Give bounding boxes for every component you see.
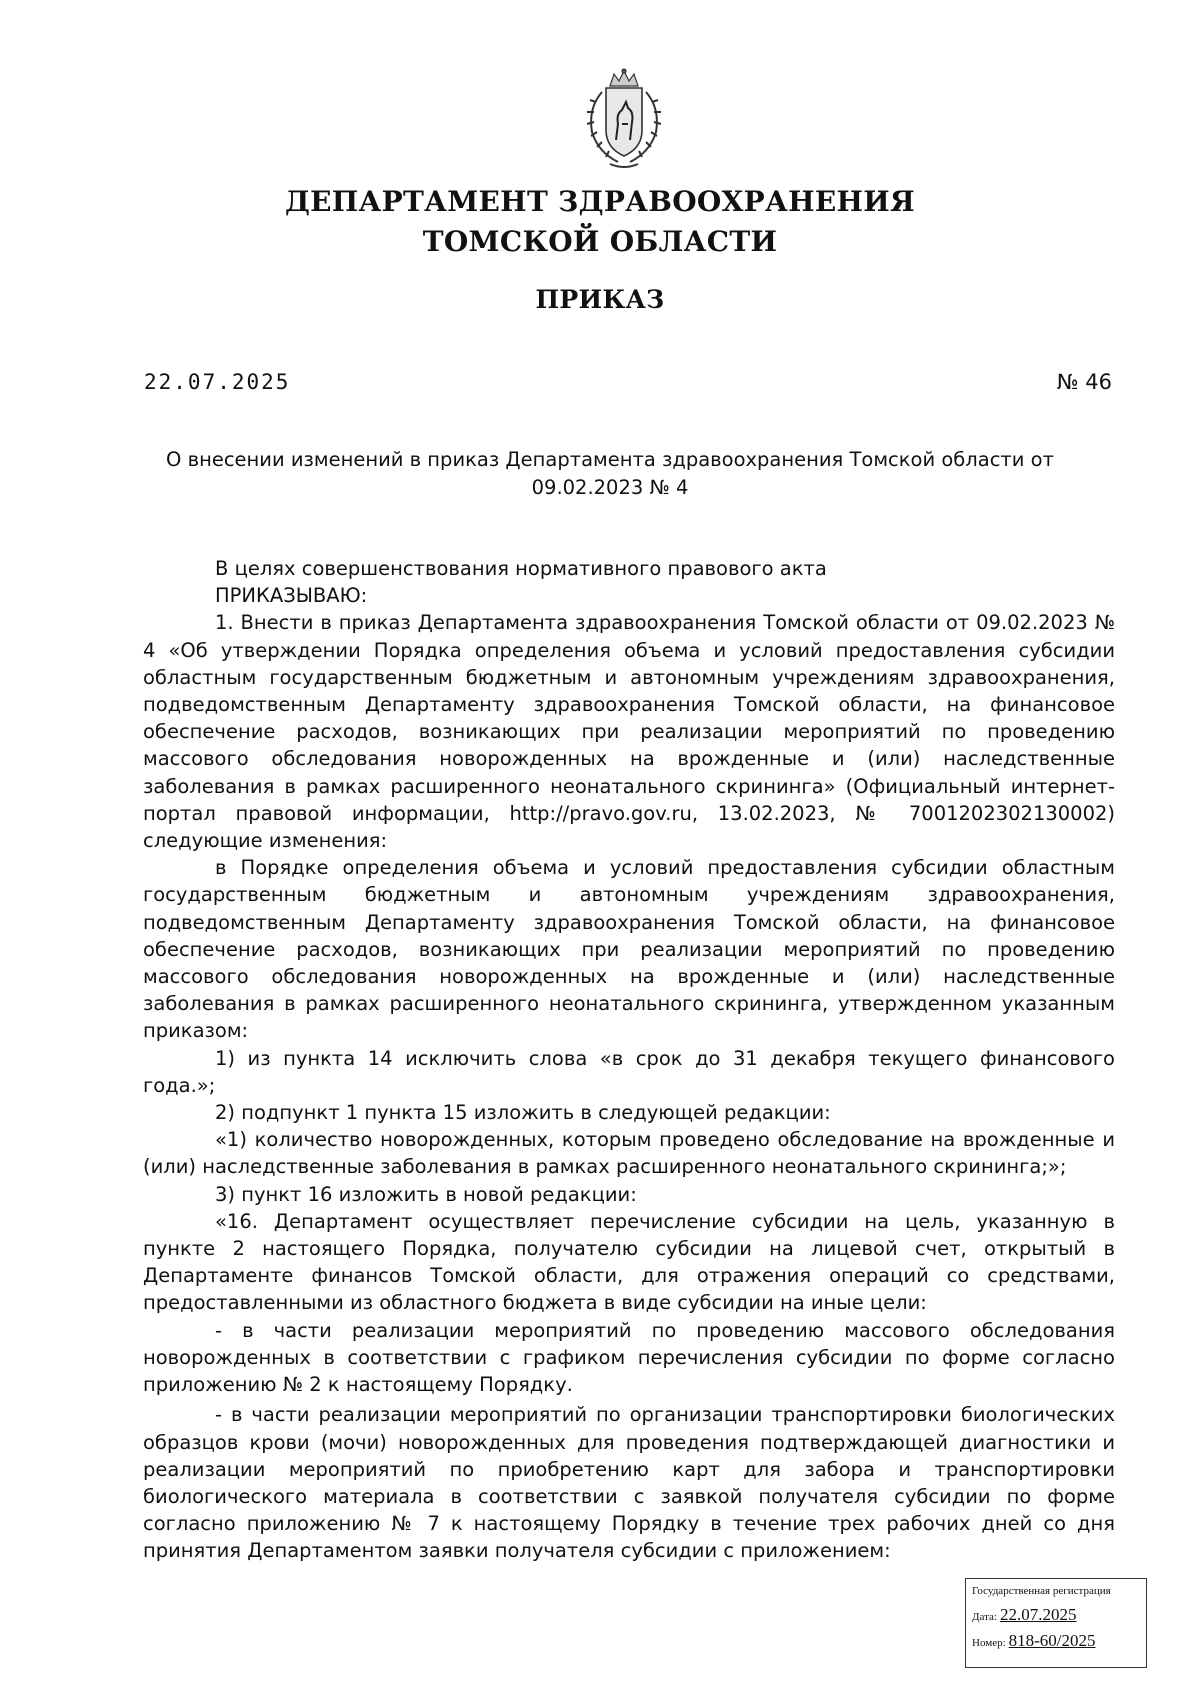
order-date: 22.07.2025 xyxy=(144,370,291,394)
document-type: ПРИКАЗ xyxy=(535,285,665,314)
department-title-line1: ДЕПАРТАМЕНТ ЗДРАВООХРАНЕНИЯ xyxy=(284,185,916,218)
stamp-date-value: 22.07.2025 xyxy=(999,1605,1077,1624)
procedure-changes-intro: в Порядке определения объема и условий предоставления субсидии областным государственным бюджетным и автономным учреждениям здравоохранения, подведомственным Департаменту здравоохранения Томской области, на финансовое обеспечение расходов, возникающих при реализации мероприятий по проведению массового обследования новорожденных на врожденные и (или) наследственные заболевания в рамках расширенного неонатального скрининга, утвержденном указанным приказом: xyxy=(143,856,1115,1043)
stamp-number-label: Номер: xyxy=(972,1637,1006,1649)
change-1: 1) из пункта 14 исключить слова «в срок до 31 декабря текущего финансового года.»; xyxy=(143,1046,1115,1097)
point-16-text: «16. Департамент осуществляет перечисление субсидии на цель, указанную в пункте 2 настоящего Порядка, получателю субсидии на лицевой счет, открытый в Департаменте финансов Томской области, для отражения операций со средствами, предоставленными из областного бюджета в виде субсидии на иные цели: xyxy=(143,1209,1115,1315)
change-2: 2) подпункт 1 пункта 15 изложить в следующей редакции: xyxy=(215,1101,831,1125)
coat-of-arms-emblem xyxy=(566,68,682,172)
point-16-item-a: - в части реализации мероприятий по проведению массового обследования новорожденных в соответствии с графиком перечисления субсидии по форме согласно приложению № 2 к настоящему Порядку. xyxy=(143,1318,1115,1397)
order-subject-line1: О внесении изменений в приказ Департамента здравоохранения Томской области от xyxy=(166,448,1054,471)
registration-stamp xyxy=(965,1578,1147,1668)
change-2-text: «1) количество новорожденных, которым проведено обследование на врожденные и (или) наследственные заболевания в рамках расширенного неонатального скрининга;»; xyxy=(143,1128,1115,1179)
change-3: 3) пункт 16 изложить в новой редакции: xyxy=(215,1182,637,1206)
item-1: 1. Внести в приказ Департамента здравоохранения Томской области от 09.02.2023 № 4 «Об утверждении Порядка определения объема и условий предоставления субсидии областным государственным бюджетным и автономным учреждениям здравоохранения, подведомственным Департаменту здравоохранения Томской области, на финансовое обеспечение расходов, возникающих при реализации мероприятий по проведению массового обследования новорожденных на врожденные и (или) наследственные заболевания в рамках расширенного неонатального скрининга» (Официальный интернет-портал правовой информации, http://pravo.gov.ru, 13.02.2023, № 7001202302130002) следующие изменения: xyxy=(143,611,1115,853)
order-subject-line2: 09.02.2023 № 4 xyxy=(531,476,689,499)
order-directive: ПРИКАЗЫВАЮ: xyxy=(215,584,368,608)
stamp-number-value: 818-60/2025 xyxy=(1008,1631,1096,1650)
stamp-date-label: Дата: xyxy=(972,1611,997,1623)
preamble: В целях совершенствования нормативного правового акта xyxy=(215,557,827,580)
order-body xyxy=(143,555,1115,1565)
department-title-line2: ТОМСКОЙ ОБЛАСТИ xyxy=(422,225,778,258)
stamp-number-row xyxy=(972,1631,1096,1651)
stamp-date-row xyxy=(972,1605,1076,1625)
order-number: № 46 xyxy=(1056,370,1112,394)
stamp-title: Государственная регистрация xyxy=(972,1585,1111,1597)
point-16-item-b: - в части реализации мероприятий по организации транспортировки биологических образцов крови (мочи) новорожденных для проведения подтверждающей диагностики и реализации мероприятий по приобретению карт для забора и транспортировки биологического материала в соответствии с заявкой получателя субсидии по форме согласно приложению № 7 к настоящему Порядку в течение трех рабочих дней со дня принятия Департаментом заявки получателя субсидии с приложением: xyxy=(143,1403,1115,1563)
